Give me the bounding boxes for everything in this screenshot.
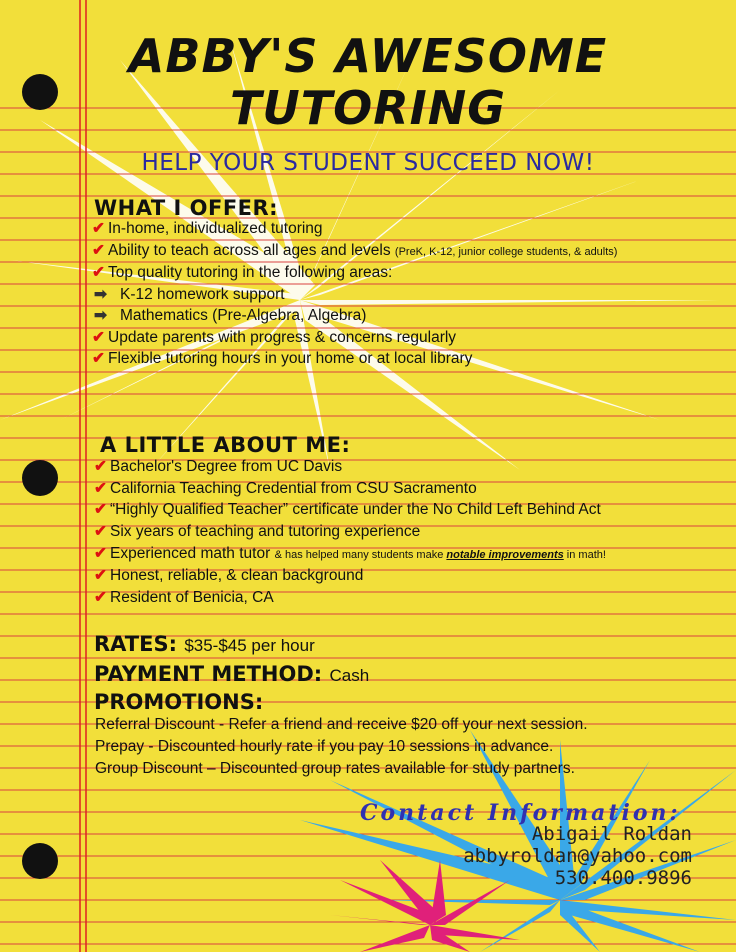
check-icon: ✔ [92,220,105,237]
contact-heading: Contact Information: [360,800,681,826]
check-icon: ✔ [92,242,105,259]
binder-hole-middle [22,460,58,496]
contact-phone[interactable]: 530.400.9896 [554,867,692,889]
check-icon: ✔ [92,329,105,346]
promotion-item: Prepay - Discounted hourly rate if you pay 10 sessions in advance. [95,738,554,755]
offer-subitem: ➡ Mathematics (Pre-Algebra, Algebra) [94,307,367,324]
about-item: ✔ Resident of Benicia, CA [94,589,274,606]
about-item: ✔ Experienced math tutor & has helped many students make notable improvements in math! [94,545,606,562]
promotions-heading: PROMOTIONS: [94,690,264,714]
offer-item: ✔ Top quality tutoring in the following areas: [92,264,393,281]
arrow-icon: ➡ [94,286,107,303]
arrow-icon: ➡ [94,307,107,324]
check-icon: ✔ [92,264,105,281]
offer-heading: WHAT I OFFER: [94,196,279,220]
subtitle: HELP YOUR STUDENT SUCCEED NOW! [141,150,595,176]
payment-line: PAYMENT METHOD: Cash [94,662,370,686]
check-icon: ✔ [94,458,107,475]
check-icon: ✔ [94,589,107,606]
about-heading: A LITTLE ABOUT ME: [100,433,351,457]
about-item: ✔ “Highly Qualified Teacher” certificate under the No Child Left Behind Act [94,501,601,518]
about-item: ✔ California Teaching Credential from CSU Sacramento [94,480,477,497]
check-icon: ✔ [94,567,107,584]
rates-line: RATES: $35-$45 per hour [94,632,315,656]
title-line-2: TUTORING [229,81,506,135]
check-icon: ✔ [94,480,107,497]
check-icon: ✔ [94,523,107,540]
offer-item: ✔ Ability to teach across all ages and levels (PreK, K-12, junior college students, & adults) [92,242,618,259]
offer-item: ✔ Update parents with progress & concerns regularly [92,329,457,346]
offer-item: ✔ In-home, individualized tutoring [92,220,323,237]
contact-email[interactable]: abbyroldan@yahoo.com [463,845,692,867]
promotion-item: Referral Discount - Refer a friend and receive $20 off your next session. [95,716,588,733]
about-item: ✔ Bachelor's Degree from UC Davis [94,458,343,475]
contact-name: Abigail Roldan [531,823,692,845]
offer-item: ✔ Flexible tutoring hours in your home or at local library [92,350,473,367]
about-item: ✔ Six years of teaching and tutoring experience [94,523,421,540]
about-item: ✔ Honest, reliable, & clean background [94,567,364,584]
check-icon: ✔ [94,545,107,562]
check-icon: ✔ [92,350,105,367]
promotion-item: Group Discount – Discounted group rates available for study partners. [95,760,575,777]
title-line-1: ABBY'S AWESOME [128,29,608,83]
offer-subitem: ➡ K-12 homework support [94,286,285,303]
check-icon: ✔ [94,501,107,518]
binder-hole-bottom [22,843,58,879]
